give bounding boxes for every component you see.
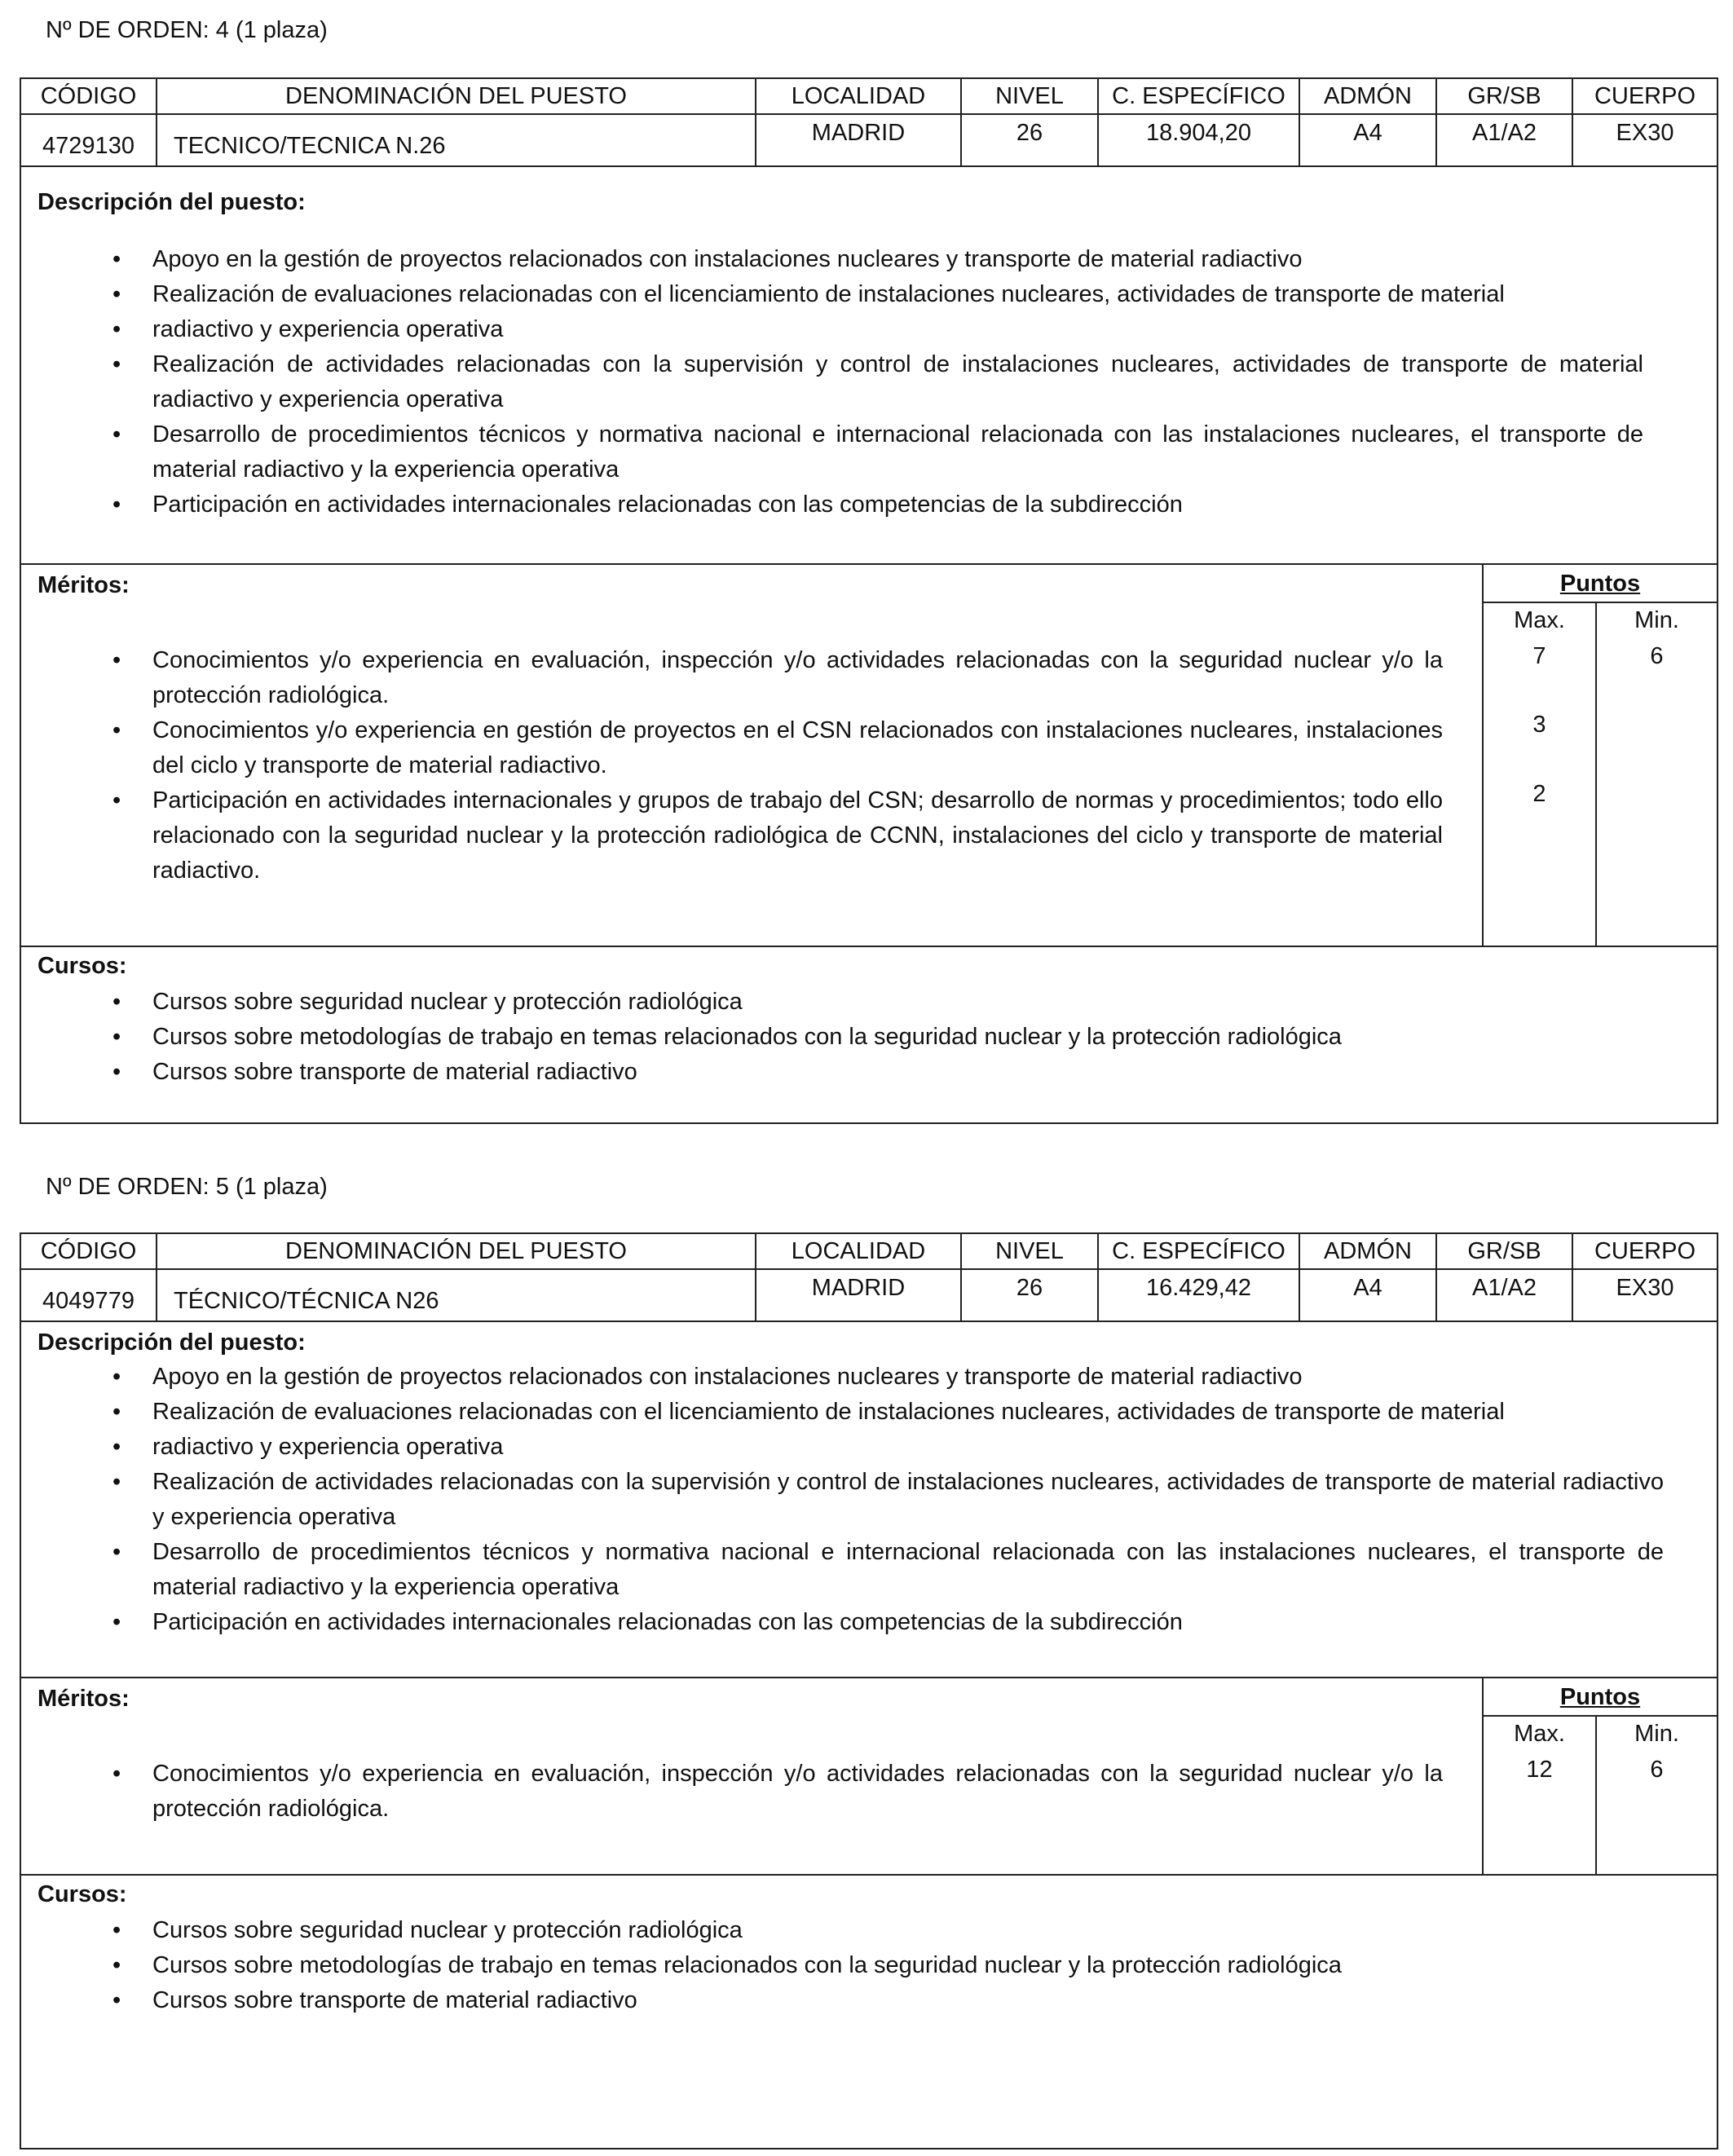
list-item-text: Realización de evaluaciones relacionadas con el licenciamiento de instalaciones nucleares, actividades de transporte de material xyxy=(152,281,1505,307)
list-item xyxy=(21,1360,1664,1395)
column-header: C. ESPECÍFICO xyxy=(1099,1234,1300,1268)
list-item-text: Participación en actividades internacionales relacionadas con las competencias de la subdirección xyxy=(152,1609,1183,1635)
bullet-icon: • xyxy=(112,1917,121,1943)
table-cell: 16.429,42 xyxy=(1099,1270,1300,1320)
list-item xyxy=(21,1535,1664,1605)
list-item-text: Desarrollo de procedimientos técnicos y normativa nacional e internacional relacionada con las instalaciones nucleares, el transporte de material radiactivo y la experiencia operativa xyxy=(152,1539,1664,1600)
column-header: NIVEL xyxy=(962,79,1099,113)
section-heading: Cursos: xyxy=(37,1881,127,1907)
list-item xyxy=(21,1055,1643,1090)
table-header-row xyxy=(21,1234,1717,1270)
list-item xyxy=(21,713,1443,783)
list-item-text: Cursos sobre seguridad nuclear y protección radiológica xyxy=(152,989,743,1015)
list-item xyxy=(21,1430,1664,1465)
list-item xyxy=(21,347,1643,417)
bullet-icon: • xyxy=(112,717,121,743)
max-label: Max. xyxy=(1514,1721,1565,1747)
table-row xyxy=(21,115,1717,167)
table-cell: EX30 xyxy=(1616,120,1674,146)
section-heading: Méritos: xyxy=(37,1686,130,1712)
min-column xyxy=(1597,1717,1717,1874)
list-item xyxy=(21,242,1643,277)
table-cell: TECNICO/TECNICA N.26 xyxy=(157,115,756,165)
bullet-icon: • xyxy=(112,1539,121,1565)
list-item xyxy=(21,487,1643,522)
list-item xyxy=(21,985,1643,1020)
meritos-section xyxy=(21,1678,1717,1876)
section-heading: Descripción del puesto: xyxy=(37,1329,306,1356)
bullet-icon: • xyxy=(112,1364,121,1390)
table-cell: MADRID xyxy=(756,1270,962,1320)
list-item-text: Cursos sobre metodologías de trabajo en temas relacionados con la seguridad nuclear y la protección radiológica xyxy=(152,1024,1342,1050)
column-header: GR/SB xyxy=(1437,1234,1573,1268)
table-cell: 4729130 xyxy=(21,115,157,165)
list-item xyxy=(21,1465,1664,1535)
table-cell: TÉCNICO/TÉCNICA N26 xyxy=(157,1270,756,1320)
table-cell: 4049779 xyxy=(21,1270,157,1320)
bullet-icon: • xyxy=(112,647,121,673)
min-value: 6 xyxy=(1650,643,1664,669)
table-row xyxy=(21,1270,1717,1322)
bullet-icon: • xyxy=(112,1987,121,2013)
list-item-text: Realización de actividades relacionadas con la supervisión y control de instalaciones nucleares, actividades de transporte de material radiactivo y experiencia operativa xyxy=(152,351,1643,412)
column-header: CÓDIGO xyxy=(21,79,157,113)
position-table xyxy=(20,1232,1718,2149)
bullet-icon: • xyxy=(112,1434,121,1460)
list-item-text: Apoyo en la gestión de proyectos relacionados con instalaciones nucleares y transporte de material radiactivo xyxy=(152,1364,1303,1390)
list-item-text: radiactivo y experiencia operativa xyxy=(152,1434,504,1460)
bullet-icon: • xyxy=(112,1609,121,1635)
table-header-row xyxy=(21,79,1717,115)
puntos-column xyxy=(1482,1678,1717,1874)
descripcion-list xyxy=(21,1360,1664,1640)
list-item xyxy=(21,417,1643,487)
meritos-section xyxy=(21,565,1717,947)
column-header: GR/SB xyxy=(1437,79,1573,113)
max-value: 12 xyxy=(1526,1757,1553,1783)
section-heading: Cursos: xyxy=(37,953,127,979)
table-cell: 18.904,20 xyxy=(1099,115,1300,165)
column-header: LOCALIDAD xyxy=(756,1234,962,1268)
list-item-text: Cursos sobre transporte de material radiactivo xyxy=(152,1987,637,2013)
list-item xyxy=(21,1757,1443,1827)
list-item xyxy=(21,1948,1643,1983)
list-item xyxy=(21,277,1643,312)
min-label: Min. xyxy=(1634,607,1679,633)
bullet-icon: • xyxy=(112,1059,121,1085)
max-value: 3 xyxy=(1532,712,1546,738)
table-cell: 26 xyxy=(962,1270,1099,1320)
descripcion-section xyxy=(21,167,1717,565)
section-heading: Méritos: xyxy=(37,572,130,598)
column-header: CUERPO xyxy=(1594,1238,1696,1264)
column-header: ADMÓN xyxy=(1300,79,1437,113)
puntos-heading: Puntos xyxy=(1484,565,1717,603)
list-item-text: Realización de actividades relacionadas con la supervisión y control de instalaciones nucleares, actividades de transporte de material radiactivo y experiencia operativa xyxy=(152,1469,1664,1530)
bullet-icon: • xyxy=(112,246,121,272)
bullet-icon: • xyxy=(112,1952,121,1978)
cursos-section xyxy=(21,947,1717,1122)
column-header: LOCALIDAD xyxy=(756,79,962,113)
puntos-heading: Puntos xyxy=(1484,1678,1717,1717)
max-column xyxy=(1484,1717,1597,1874)
max-value: 2 xyxy=(1532,781,1546,807)
min-value: 6 xyxy=(1650,1757,1664,1783)
max-label: Max. xyxy=(1514,607,1565,633)
table-cell: A4 xyxy=(1300,115,1437,165)
column-header: C. ESPECÍFICO xyxy=(1099,79,1300,113)
list-item-text: Cursos sobre metodologías de trabajo en temas relacionados con la seguridad nuclear y la protección radiológica xyxy=(152,1952,1342,1978)
list-item-text: Desarrollo de procedimientos técnicos y normativa nacional e internacional relacionada con las instalaciones nucleares, el transporte de material radiactivo y la experiencia operativa xyxy=(152,421,1643,483)
list-item-text: Cursos sobre seguridad nuclear y protección radiológica xyxy=(152,1917,743,1943)
list-item xyxy=(21,783,1443,888)
bullet-icon: • xyxy=(112,281,121,307)
meritos-list xyxy=(21,643,1443,888)
column-header: NIVEL xyxy=(962,1234,1099,1268)
list-item-text: Conocimientos y/o experiencia en evaluación, inspección y/o actividades relacionadas con la seguridad nuclear y/o la protección radiológica. xyxy=(152,1761,1443,1822)
bullet-icon: • xyxy=(112,421,121,448)
column-header: DENOMINACIÓN DEL PUESTO xyxy=(157,79,756,113)
list-item-text: Participación en actividades internacionales y grupos de trabajo del CSN; desarrollo de normas y procedimientos; todo ello relacionado con la seguridad nuclear y la protección radiológica de CCNN, instalaciones del ciclo y transporte de material radiactivo. xyxy=(152,787,1443,884)
bullet-icon: • xyxy=(112,1399,121,1425)
bullet-icon: • xyxy=(112,1761,121,1787)
list-item-text: Apoyo en la gestión de proyectos relacionados con instalaciones nucleares y transporte de material radiactivo xyxy=(152,246,1303,272)
table-cell: EX30 xyxy=(1616,1275,1674,1301)
column-header: CÓDIGO xyxy=(21,1234,157,1268)
list-item xyxy=(21,643,1443,713)
bullet-icon: • xyxy=(112,316,121,342)
max-value: 7 xyxy=(1532,643,1546,669)
section-heading: Descripción del puesto: xyxy=(37,189,306,215)
cursos-section xyxy=(21,1876,1717,2148)
list-item-text: Conocimientos y/o experiencia en evaluación, inspección y/o actividades relacionadas con la seguridad nuclear y/o la protección radiológica. xyxy=(152,647,1443,708)
list-item-text: Participación en actividades internacionales relacionadas con las competencias de la subdirección xyxy=(152,492,1183,518)
table-cell: 26 xyxy=(962,115,1099,165)
meritos-list xyxy=(21,1757,1443,1827)
list-item-text: radiactivo y experiencia operativa xyxy=(152,316,504,342)
min-column xyxy=(1597,603,1717,946)
list-item xyxy=(21,1913,1643,1948)
column-header: ADMÓN xyxy=(1300,1234,1437,1268)
list-item xyxy=(21,1020,1643,1055)
table-cell: MADRID xyxy=(756,115,962,165)
bullet-icon: • xyxy=(112,351,121,377)
descripcion-list xyxy=(21,242,1643,522)
list-item xyxy=(21,1395,1664,1430)
bullet-icon: • xyxy=(112,1469,121,1495)
min-label: Min. xyxy=(1634,1721,1679,1747)
bullet-icon: • xyxy=(112,787,121,813)
list-item xyxy=(21,312,1643,347)
cursos-list xyxy=(21,1913,1643,2018)
bullet-icon: • xyxy=(112,492,121,518)
list-item xyxy=(21,1983,1643,2018)
column-header: DENOMINACIÓN DEL PUESTO xyxy=(157,1234,756,1268)
puntos-column xyxy=(1482,565,1717,946)
list-item-text: Cursos sobre transporte de material radiactivo xyxy=(152,1059,637,1085)
bullet-icon: • xyxy=(112,1024,121,1050)
column-header: CUERPO xyxy=(1594,83,1696,109)
max-column xyxy=(1484,603,1597,946)
list-item-text: Realización de evaluaciones relacionadas con el licenciamiento de instalaciones nucleares, actividades de transporte de material xyxy=(152,1399,1505,1425)
table-cell: A4 xyxy=(1300,1270,1437,1320)
descripcion-section xyxy=(21,1322,1717,1678)
order-title: Nº DE ORDEN: 5 (1 plaza) xyxy=(46,1174,328,1200)
order-title: Nº DE ORDEN: 4 (1 plaza) xyxy=(46,17,328,43)
position-table xyxy=(20,77,1718,1124)
table-cell: A1/A2 xyxy=(1437,1270,1573,1320)
table-cell: A1/A2 xyxy=(1437,115,1573,165)
bullet-icon: • xyxy=(112,989,121,1015)
list-item xyxy=(21,1605,1664,1640)
list-item-text: Conocimientos y/o experiencia en gestión de proyectos en el CSN relacionados con instalaciones nucleares, instalaciones del ciclo y transporte de material radiactivo. xyxy=(152,717,1443,778)
cursos-list xyxy=(21,985,1643,1090)
